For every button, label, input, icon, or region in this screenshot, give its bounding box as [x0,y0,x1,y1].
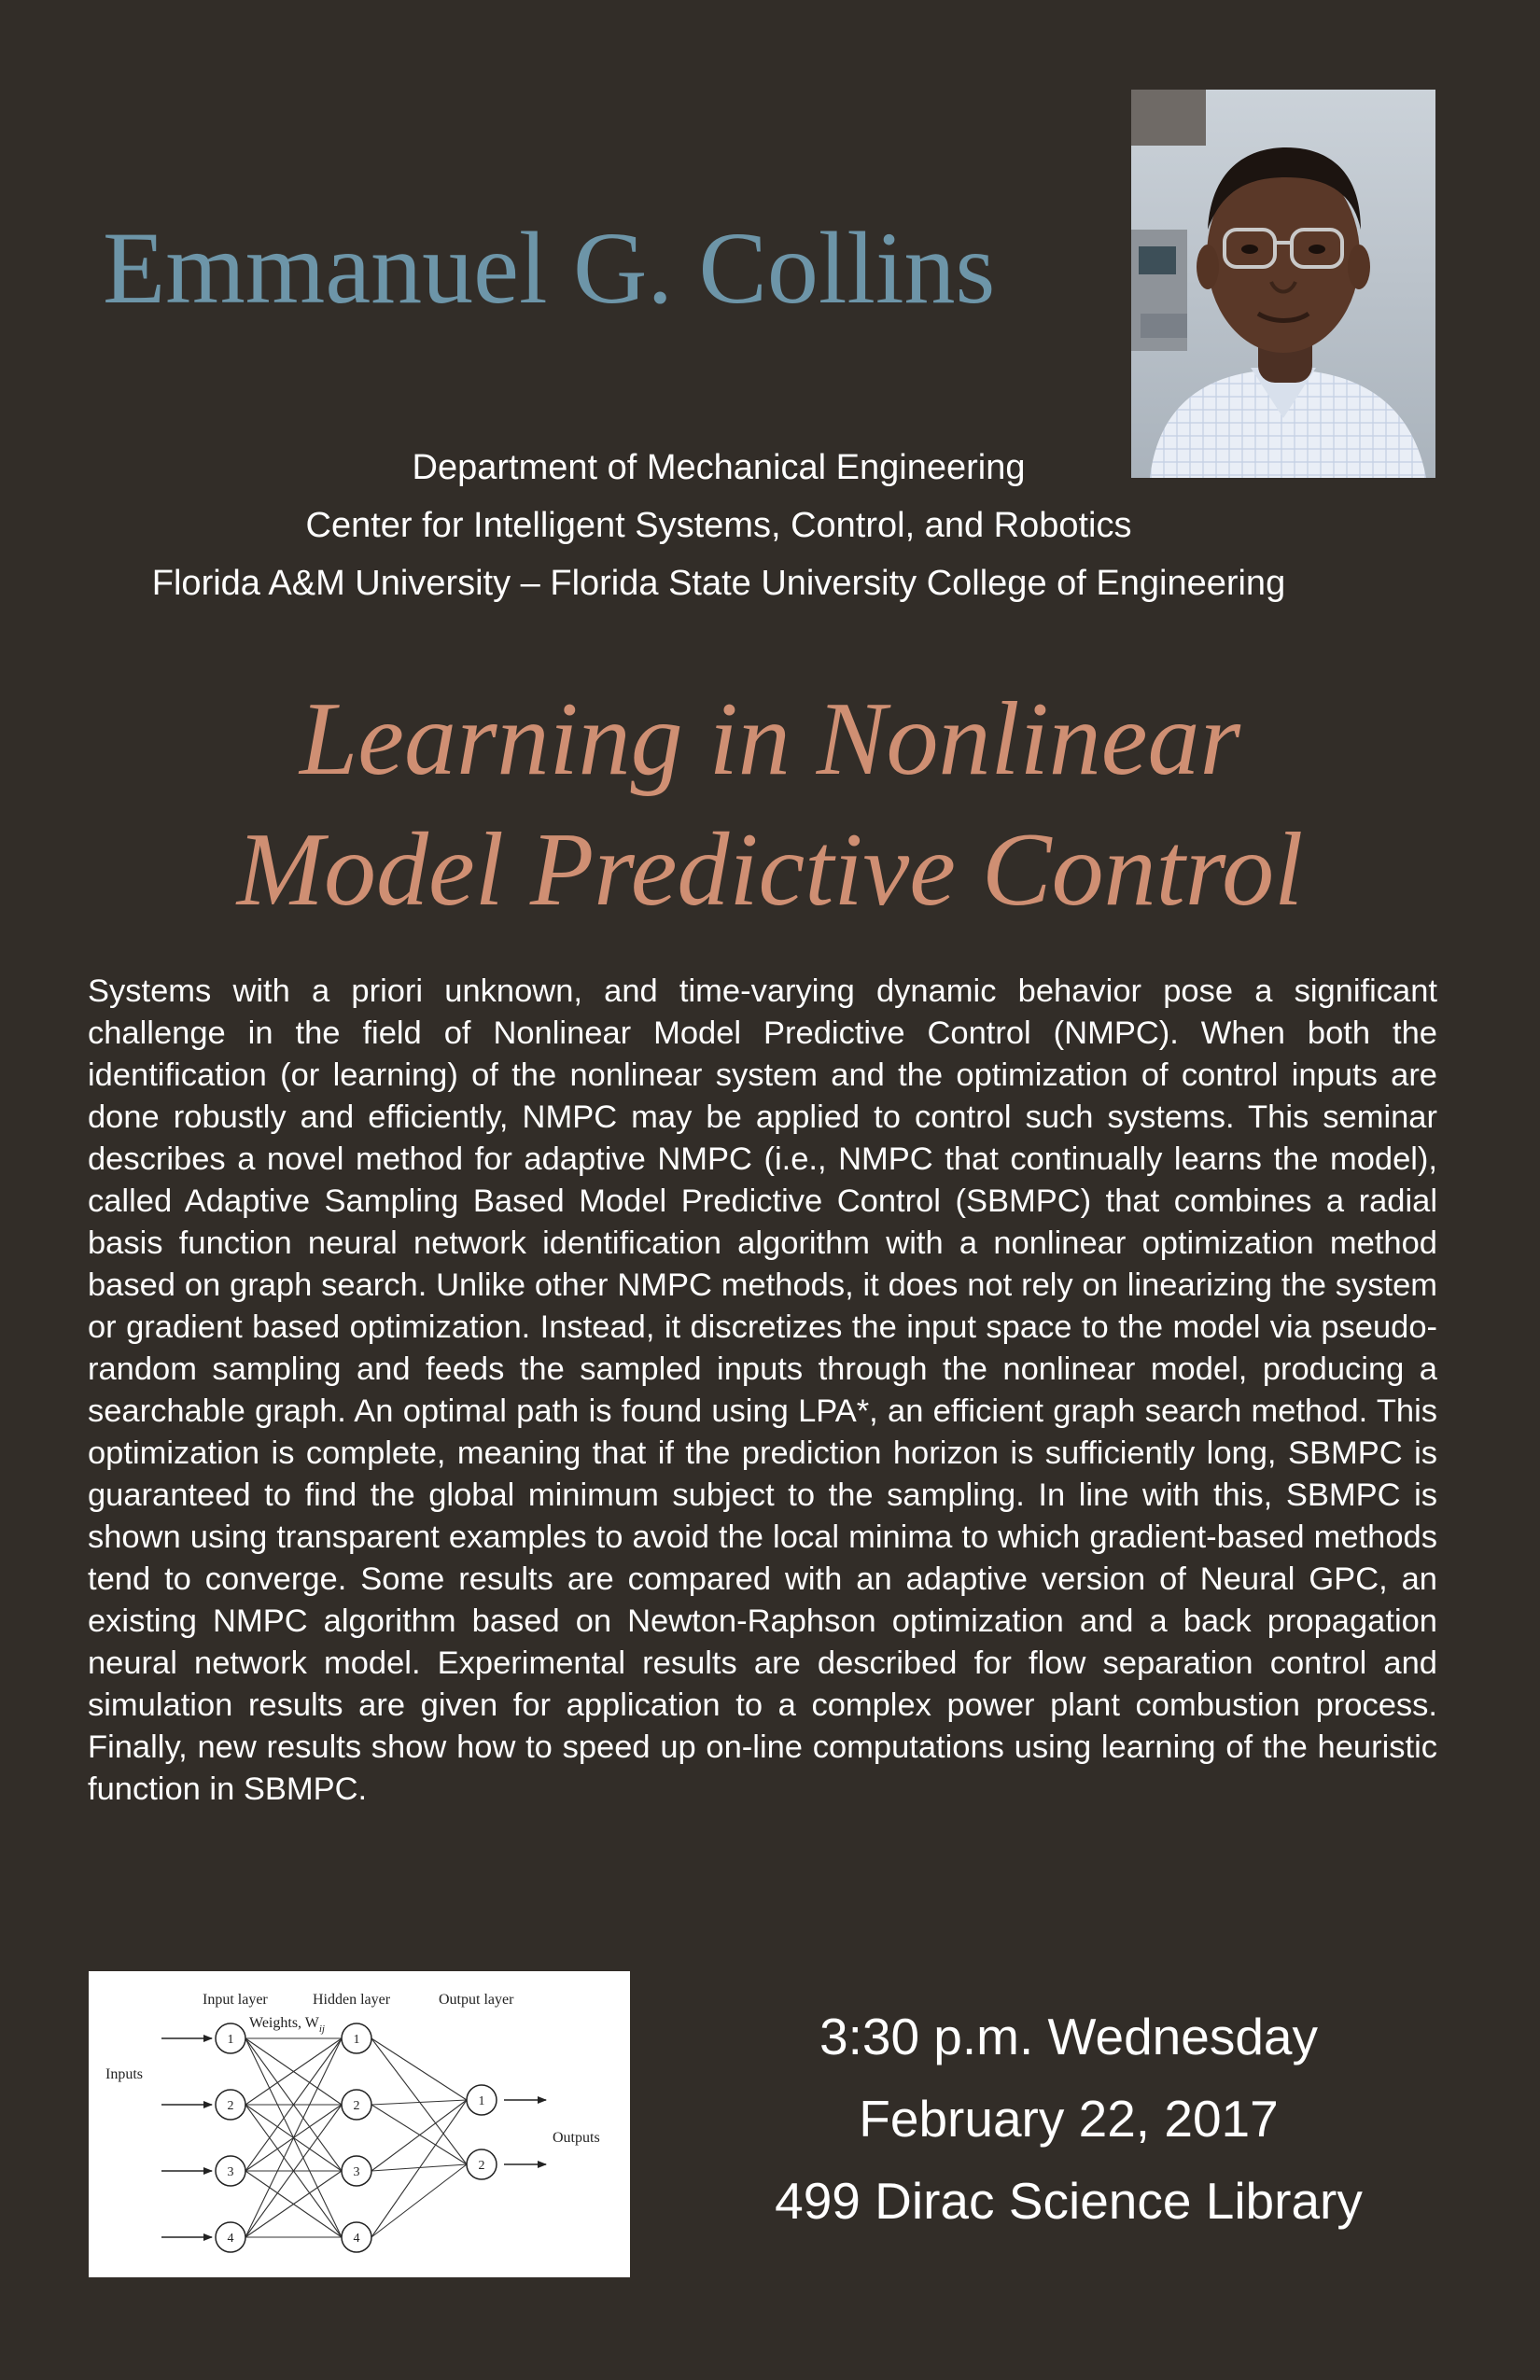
connection-2-3-2 [371,2164,467,2171]
input-layer-label: Input layer [203,1992,268,2008]
event-date: February 22, 2017 [859,2090,1279,2148]
weights-subscript: ij [318,2023,325,2035]
affiliation-department: Department of Mechanical Engineering [412,448,1026,487]
event-info [681,1995,1456,2242]
neural-network-diagram [89,1971,630,2277]
talk-title-line-2: Model Predictive Control [236,812,1304,928]
connection-2-4-1 [371,2100,467,2237]
hidden-node-label-4: 4 [353,2232,360,2246]
input-node-label-1: 1 [227,2033,234,2047]
affiliations [0,439,1437,612]
talk-title-line-1: Learning in Nonlinear [299,681,1241,797]
weights-label [249,2015,325,2035]
hidden-node-label-2: 2 [353,2099,360,2113]
connection-2-2-2 [371,2105,467,2164]
output-node-label-2: 2 [478,2159,485,2173]
talk-title [0,674,1540,935]
connection-2-1-1 [371,2038,467,2100]
affiliation-university: Florida A&M University – Florida State University College of Engineering [151,564,1286,603]
outputs-label: Outputs [553,2130,600,2146]
speaker-name: Emmanuel G. Collins [103,211,996,325]
output-node-label-1: 1 [478,2094,485,2108]
connection-2-3-1 [371,2100,467,2171]
hidden-layer-label: Hidden layer [313,1992,391,2008]
inputs-label: Inputs [105,2066,143,2082]
input-node-label-2: 2 [227,2099,234,2113]
event-location: 499 Dirac Science Library [775,2172,1363,2230]
input-node-label-4: 4 [227,2232,234,2246]
neural-network-svg [89,1971,630,2277]
connection-2-1-2 [371,2038,467,2164]
input-node-label-3: 3 [227,2165,234,2179]
talk-abstract: Systems with a priori unknown, and time-varying dynamic behavior pose a significant challenge in the field of Nonlinear Model Predictive Control (NMPC). When both the identification (or learning) of the nonlinear system and the optimization of control inputs are done robustly and efficiently, NMPC may be applied to control such systems. This seminar describes a novel method for adaptive NMPC (i.e., NMPC that continually learns the model), called Adaptive Sampling Based Model Predictive Control (SBMPC) that combines a radial basis function neural network identification algorithm with a nonlinear optimization method based on graph search. Unlike other NMPC methods, it does not rely on linearizing the system or gradient based optimization. Instead, it discretizes the input space to the model via pseudo-random sampling and feeds the sampled inputs through the nonlinear model, producing a searchable graph. An optimal path is found using LPA*, an efficient graph search method. This optimization is complete, meaning that if the prediction horizon is sufficiently long, SBMPC is guaranteed to find the global minimum subject to the sampling. In line with this, SBMPC is shown using transparent examples to avoid the local minima to which gradient-based methods tend to converge. Some results are compared with an adaptive version of Neural GPC, an existing NMPC algorithm based on Newton-Raphson optimization and a back propagation neural network model. Experimental results are described for flow separation control and simulation results are given for application to a complex power plant combustion process. Finally, new results show how to speed up on-line computations using learning of the heuristic function in SBMPC. [88,973,1437,1807]
connection-2-4-2 [371,2164,467,2237]
event-time: 3:30 p.m. Wednesday [819,2008,1319,2065]
speaker-portrait [1131,90,1435,478]
output-layer-label: Output layer [439,1992,514,2008]
hidden-node-label-3: 3 [353,2165,360,2179]
weights-label-text: Weights, W [249,2015,319,2031]
affiliation-center: Center for Intelligent Systems, Control, and Robotics [305,506,1132,545]
hidden-node-label-1: 1 [353,2033,360,2047]
